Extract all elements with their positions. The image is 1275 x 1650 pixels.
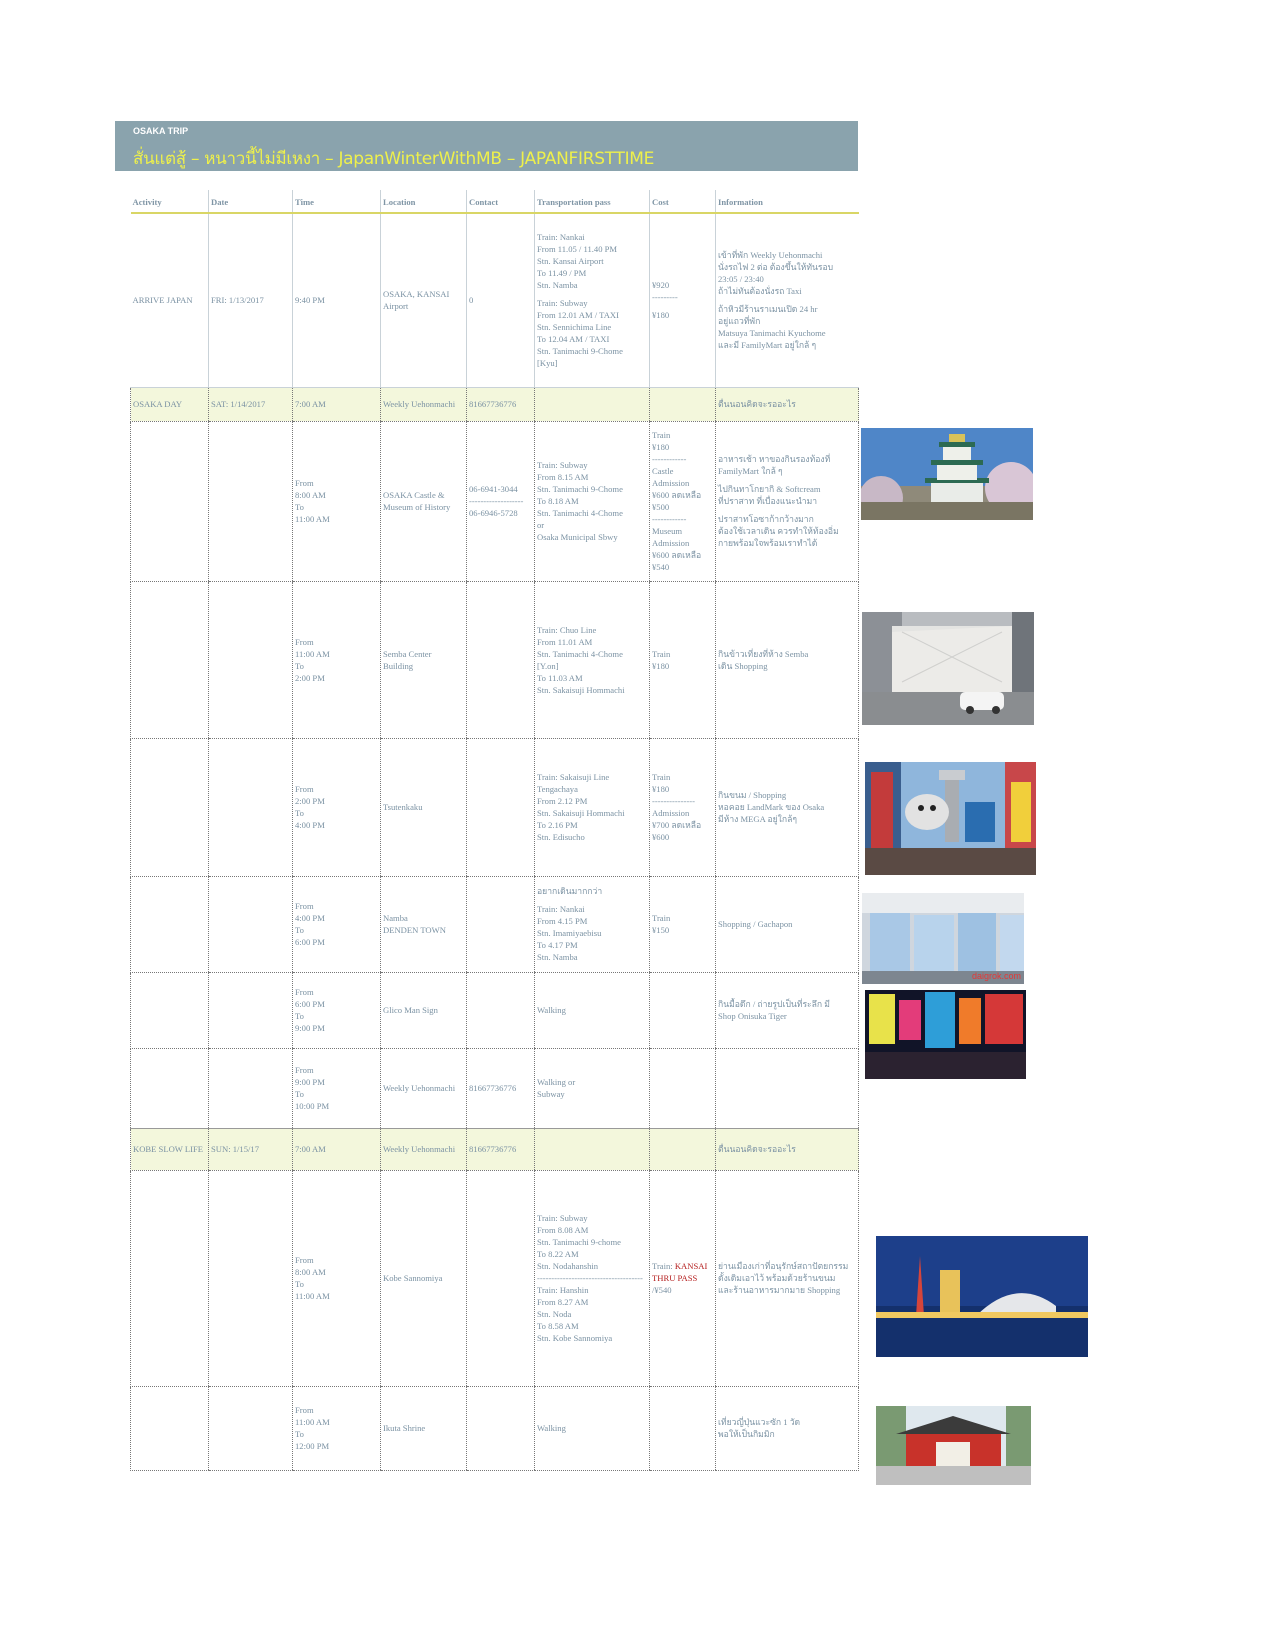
cell-date [209,972,293,1048]
cell-line: DENDEN TOWN [383,925,446,935]
cell-line: ------------ [652,514,687,524]
cell-info [716,972,859,1048]
cell-line: อาหารเช้า หาของกินรองท้องที่ [718,454,831,464]
cell-line: Stn. Tanimachi 9-chome [537,1237,621,1247]
glico-sign-photo [865,990,1026,1079]
cell-line: Train [652,648,671,659]
cell-line: 4:00 PM [295,913,325,923]
cell-transport [535,581,650,738]
cell-activity [131,1048,209,1128]
cell-line: Weekly Uehonmachi [383,1083,456,1093]
table-row [131,581,859,738]
cell-date: SUN: 1/15/17 [209,1128,293,1170]
cell-line: 8:00 AM [295,1267,326,1277]
cell-line: Train: Chuo Line [537,624,597,635]
cell-line: 9:00 PM [295,1023,325,1033]
cell-line: To [295,808,304,818]
cell-line: Weekly Uehonmachi [383,1144,456,1154]
cell-date [209,738,293,876]
cell-transport [535,1128,650,1170]
cell-line: 11:00 AM [295,514,330,524]
cell-cost [650,1386,716,1470]
cell-line: Matsuya Tanimachi Kyuchome [718,328,826,339]
photo-watermark: daigrok.com [972,971,1022,981]
cell-location [381,876,467,972]
cell-time [293,876,381,972]
cell-line: To 2.16 PM [537,820,578,830]
cell-line: Stn. Sakaisuji Hommachi [537,808,625,818]
cell-cost [650,876,716,972]
cell-transport [535,213,650,387]
cell-contact [467,581,535,738]
cell-line: กินมื้อดึก / ถ่ายรูปเป็นที่ระลึก มี [718,999,830,1009]
header-banner [115,121,858,171]
cell-line: 12:00 PM [295,1441,330,1451]
cell-cost [650,421,716,581]
cell-line: Stn. Sakaisuji Hommachi [537,684,625,695]
kobe-port-photo [876,1236,1088,1357]
cell-line: 2:00 PM [295,796,325,806]
cell-info [716,876,859,972]
cell-line: ปราสาทโอซาก้ากว้างมาก [718,514,814,524]
cell-line: Train: Nankai [537,232,585,243]
cell-line: To [295,1011,304,1021]
cell-cost [650,213,716,387]
cell-line: From 11.05 / 11.40 PM [537,244,618,255]
cell-transport [535,972,650,1048]
cell-line: To [295,1089,304,1099]
cell-line: Train: Nankai [537,904,585,914]
cell-line: ถ้าหิวมีร้านราเมนเปิด 24 hr [718,304,818,315]
column-header: Contact [467,190,535,213]
cell-line: ¥600 ลดเหลือ [652,550,702,560]
cell-date [209,1048,293,1128]
cell-line: Tsutenkaku [383,802,423,812]
cell-line: Train: Subway [537,460,588,470]
table-row [131,1048,859,1128]
cell-line: --------- [652,292,678,303]
cell-line: From 11.01 AM [537,636,593,647]
cell-line: 10:00 PM [295,1101,330,1111]
cell-activity [131,581,209,738]
cell-info [716,421,859,581]
cell-line: From [295,1255,314,1265]
cell-line: Walking or [537,1077,576,1087]
cell-line: 81667736776 [469,1083,517,1093]
cell-line: อยู่แถวที่พัก [718,316,761,327]
cell-line: ที่ปราสาท ที่เบื่องแนะนำมา [718,496,818,506]
cell-contact [467,1386,535,1470]
cell-time [293,738,381,876]
cell-transport [535,421,650,581]
cell-cost [650,738,716,876]
cell-line: ¥600 ลดเหลือ [652,490,702,500]
cost-suffix: /¥540 [652,1285,672,1295]
cell-line: 11:00 AM [295,1291,330,1301]
cell-time [293,421,381,581]
pass-name: KANSAI THRU PASS [652,1261,708,1283]
cell-contact [467,1048,535,1128]
cell-location [381,1386,467,1470]
cell-line: Stn. Kobe Sannomiya [537,1333,613,1343]
cell-line: Stn. Kansai Airport [537,256,604,267]
cell-contact [467,876,535,972]
cell-line: [Y.on] [537,660,559,671]
cell-info [716,1128,859,1170]
cell-line: To 11.49 / PM [537,268,587,279]
table-row [131,1170,859,1386]
cell-line: ¥180 [652,442,670,452]
cell-line: From 2.12 PM [537,796,588,806]
cell-line: ถ้าไม่ทันต้องนั่งรถ Taxi [718,286,802,297]
cell-line: ¥920 [652,280,670,291]
cell-date: SAT: 1/14/2017 [209,387,293,421]
cell-line: 06-6941-3044 [469,484,518,494]
cell-line: ------------------------------------- [537,1273,643,1283]
cell-line: Walking [537,1005,566,1015]
cell-line: ย่านเมืองเก่าที่อนุรักษ์สถาปัตยกรรม [718,1261,849,1271]
cell-line: Stn. Tanimachi 4-Chome [537,508,623,518]
cell-line: ------------ [652,454,687,464]
table-row [131,972,859,1048]
cell-time [293,581,381,738]
cell-activity: ARRIVE JAPAN [131,213,209,387]
cell-line: เที่ยวญี่ปุ่นแวะซัก 1 วัด [718,1417,801,1427]
cell-line: ¥180 [652,310,670,321]
cell-line: To 8.18 AM [537,496,579,506]
cell-line: หอคอย LandMark ของ Osaka [718,802,825,812]
cell-date: FRI: 1/13/2017 [209,213,293,387]
cell-transport [535,1048,650,1128]
cell-line: ¥600 [652,832,670,842]
cell-line: Train [652,913,671,923]
cell-transport [535,387,650,421]
tsutenkaku-photo [865,762,1036,875]
cell-location [381,738,467,876]
cell-info [716,738,859,876]
cell-line: Ikuta Shrine [383,1423,426,1433]
cell-location [381,581,467,738]
cell-info [716,1170,859,1386]
cell-line: To [295,1429,304,1439]
table-row [131,213,859,387]
cell-line: Admission [652,538,690,548]
cell-line: และมี FamilyMart อยู่ใกล้ ๆ [718,340,817,351]
cell-line: Weekly Uehonmachi [383,399,456,409]
cell-transport [535,1170,650,1386]
cell-line: Stn. Namba [537,952,578,962]
cell-line: Building [383,660,414,671]
cell-line: ตื่นนอนคิดจะรออะไร [718,1144,796,1154]
cell-cost [650,1128,716,1170]
table-row [131,738,859,876]
cell-line: Namba [383,913,408,923]
cell-line: To 12.04 AM / TAXI [537,334,610,345]
cell-cost [650,387,716,421]
cell-line: 2:00 PM [295,672,325,683]
cell-line: Train [652,430,671,440]
cell-line: From [295,1405,314,1415]
cell-line: Train: Hanshin [537,1285,589,1295]
cell-line: OSAKA, KANSAI [383,289,450,300]
cell-location [381,1128,467,1170]
cell-line: Stn. Tanimachi 9-Chome [537,484,623,494]
cell-line: 11:00 AM [295,1417,330,1427]
cell-line: 81667736776 [469,1144,517,1154]
cell-line: From 8.27 AM [537,1297,589,1307]
cell-activity: OSAKA DAY [131,387,209,421]
cell-line: ------------------- [469,496,524,506]
cost-prefix: Train: [652,1261,675,1271]
cell-time [293,972,381,1048]
cell-line: นั่งรถไฟ 2 ต่อ ต้องขึ้นให้ทันรอบ [718,262,834,273]
osaka-castle-photo [861,428,1033,520]
cell-line: กายพร้อมใจพร้อมเราทำได้ [718,538,818,548]
gachapon-photo [862,893,1024,984]
cell-line: ¥180 [652,660,670,671]
cell-line: 7:00 AM [295,1144,326,1154]
cell-contact [467,738,535,876]
cell-line: Stn. Tanimachi 4-Chome [537,648,623,659]
cell-location [381,1048,467,1128]
cell-line: Stn. Sennichima Line [537,322,612,333]
cell-line: Castle [652,466,674,476]
cell-line: [Kyu] [537,358,558,369]
cell-time [293,1386,381,1470]
cell-line: Shop Onisuka Tiger [718,1011,787,1021]
cell-contact [467,387,535,421]
cell-line: 4:00 PM [295,820,325,830]
cell-line: Admission [652,478,690,488]
itinerary-table [130,190,859,1471]
cell-contact [467,972,535,1048]
cell-location [381,1170,467,1386]
cell-line: 9:00 PM [295,1077,325,1087]
cell-transport [535,1386,650,1470]
day-row [131,387,859,421]
cell-line: Stn. Noda [537,1309,572,1319]
cell-line: กินข้าวเที่ยงที่ห้าง Semba [718,648,809,659]
cell-info [716,387,859,421]
table-header [131,190,859,213]
cell-location [381,387,467,421]
column-header: Time [293,190,381,213]
cell-line: From 12.01 AM / TAXI [537,310,619,321]
cell-cost [650,1170,716,1386]
cell-line: FamilyMart ใกล้ ๆ [718,466,783,476]
cell-info [716,1386,859,1470]
cell-activity: KOBE SLOW LIFE [131,1128,209,1170]
cell-line: Stn. Namba [537,280,578,291]
cell-contact [467,213,535,387]
cell-line: 8:00 AM [295,490,326,500]
cell-line: ต้องใช้เวลาเดิน ควรทำให้ท้องอิ่ม [718,526,839,536]
semba-building-photo [862,612,1034,725]
cell-line: From [295,901,314,911]
cell-line: To [295,660,304,671]
cell-location [381,421,467,581]
cell-line: 6:00 PM [295,937,325,947]
cell-line: Train [652,772,671,782]
cell-line: Airport [383,301,409,312]
cell-line: OSAKA Castle & [383,490,445,500]
cell-line: Glico Man Sign [383,1005,438,1015]
ikuta-shrine-photo [876,1406,1031,1485]
cell-line: มีห้าง MEGA อยู่ใกล้ๆ [718,814,797,824]
cell-cost [650,581,716,738]
cell-line: Stn. Edisucho [537,832,585,842]
cell-contact [467,421,535,581]
cell-line: Train: Subway [537,298,588,309]
cell-line: 6:00 PM [295,999,325,1009]
cell-line: Train: Sakaisuji Line [537,772,610,782]
cell-line: Tengachaya [537,784,578,794]
cell-activity [131,876,209,972]
cell-contact [467,1170,535,1386]
page-subtitle: OSAKA TRIP [133,126,189,136]
cell-line: To 4.17 PM [537,940,578,950]
cell-line: To 8.58 AM [537,1321,579,1331]
cell-line: กินขนม / Shopping [718,790,787,800]
cell-line: From 4.15 PM [537,916,588,926]
cell-line: พอให้เป็นกิมมิก [718,1429,775,1439]
cell-time [293,1128,381,1170]
cell-line: From [295,987,314,997]
column-header: Activity [131,190,209,213]
cell-line: --------------- [652,796,695,806]
cell-activity [131,1386,209,1470]
day-row [131,1128,859,1170]
cell-line: From [295,636,314,647]
cell-line: 7:00 AM [295,399,326,409]
table-row [131,421,859,581]
column-header: Cost [650,190,716,213]
cell-line: ไปกินทาโกยากิ & Softcream [718,484,821,494]
cell-activity [131,1170,209,1386]
cell-time [293,1048,381,1128]
cell-line: From 8.08 AM [537,1225,589,1235]
cell-line: Shopping / Gachapon [718,919,793,929]
cell-time [293,1170,381,1386]
cell-transport [535,738,650,876]
table-row [131,1386,859,1470]
cell-activity [131,972,209,1048]
cell-contact [467,1128,535,1170]
cell-line: From [295,1065,314,1075]
cell-line: Semba Center [383,648,432,659]
cell-time [293,387,381,421]
cell-line: Museum of History [383,502,451,512]
cell-cost [650,1048,716,1128]
cell-info [716,213,859,387]
cell-line: From [295,478,314,488]
cell-line: เข้าที่พัก Weekly Uehonmachi [718,250,823,261]
cell-line: ตื่นนอนคิดจะรออะไร [718,399,796,409]
cell-line: 23:05 / 23:40 [718,274,764,285]
cell-line: 81667736776 [469,399,517,409]
cell-line: Stn. Imamiyaebisu [537,928,602,938]
cell-line: ¥150 [652,925,670,935]
cell-line: To [295,1279,304,1289]
cell-line: Walking [537,1423,566,1433]
cell-activity [131,421,209,581]
table-row [131,876,859,972]
cell-line: ¥180 [652,784,670,794]
cell-location [381,972,467,1048]
cell-line: 0 [469,295,474,306]
cell-date [209,876,293,972]
cell-line: Museum [652,526,683,536]
cell-line: From 8.15 AM [537,472,589,482]
column-header: Location [381,190,467,213]
cell-info [716,581,859,738]
cell-line: ¥700 ลดเหลือ [652,820,702,830]
cell-line: ¥500 [652,502,670,512]
cell-line: Subway [537,1089,565,1099]
cell-line: ดั้งเดิมเอาไว้ พร้อมด้วยร้านขนม [718,1273,836,1283]
cell-line: or [537,520,545,530]
cell-line: Osaka Municipal Sbwy [537,532,618,542]
cell-line: Stn. Tanimachi 9-Chome [537,346,623,357]
cell-line: To 11.03 AM [537,672,583,683]
column-header: Information [716,190,859,213]
cell-line: 9:40 PM [295,295,325,306]
cell-activity [131,738,209,876]
cell-line: และร้านอาหารมากมาย Shopping [718,1285,841,1295]
cell-cost [650,972,716,1048]
cell-line: Train: Subway [537,1213,588,1223]
cell-line: To [295,502,304,512]
cell-line: From [295,784,314,794]
column-header: Transportation pass [535,190,650,213]
cell-line: อยากเดินมากกว่า [537,886,603,896]
cell-line: 06-6946-5728 [469,508,518,518]
cell-transport [535,876,650,972]
cell-info [716,1048,859,1128]
cell-date [209,421,293,581]
cell-location [381,213,467,387]
cell-line: Kobe Sannomiya [383,1273,443,1283]
cell-date [209,581,293,738]
cell-line: Stn. Nodahanshin [537,1261,599,1271]
page-title: สั่นแต่สู้ – หนาวนี้ไม่มีเหงา – JapanWinterWithMB – JAPANFIRSTTIME [133,149,655,169]
cell-line: 11:00 AM [295,648,330,659]
cell-date [209,1386,293,1470]
cell-time [293,213,381,387]
cell-date [209,1170,293,1386]
cell-line: Admission [652,808,690,818]
cell-line: ¥540 [652,562,670,572]
cell-line: To [295,925,304,935]
column-header: Date [209,190,293,213]
cell-line: To 8.22 AM [537,1249,579,1259]
cell-line: เดิน Shopping [718,660,768,671]
